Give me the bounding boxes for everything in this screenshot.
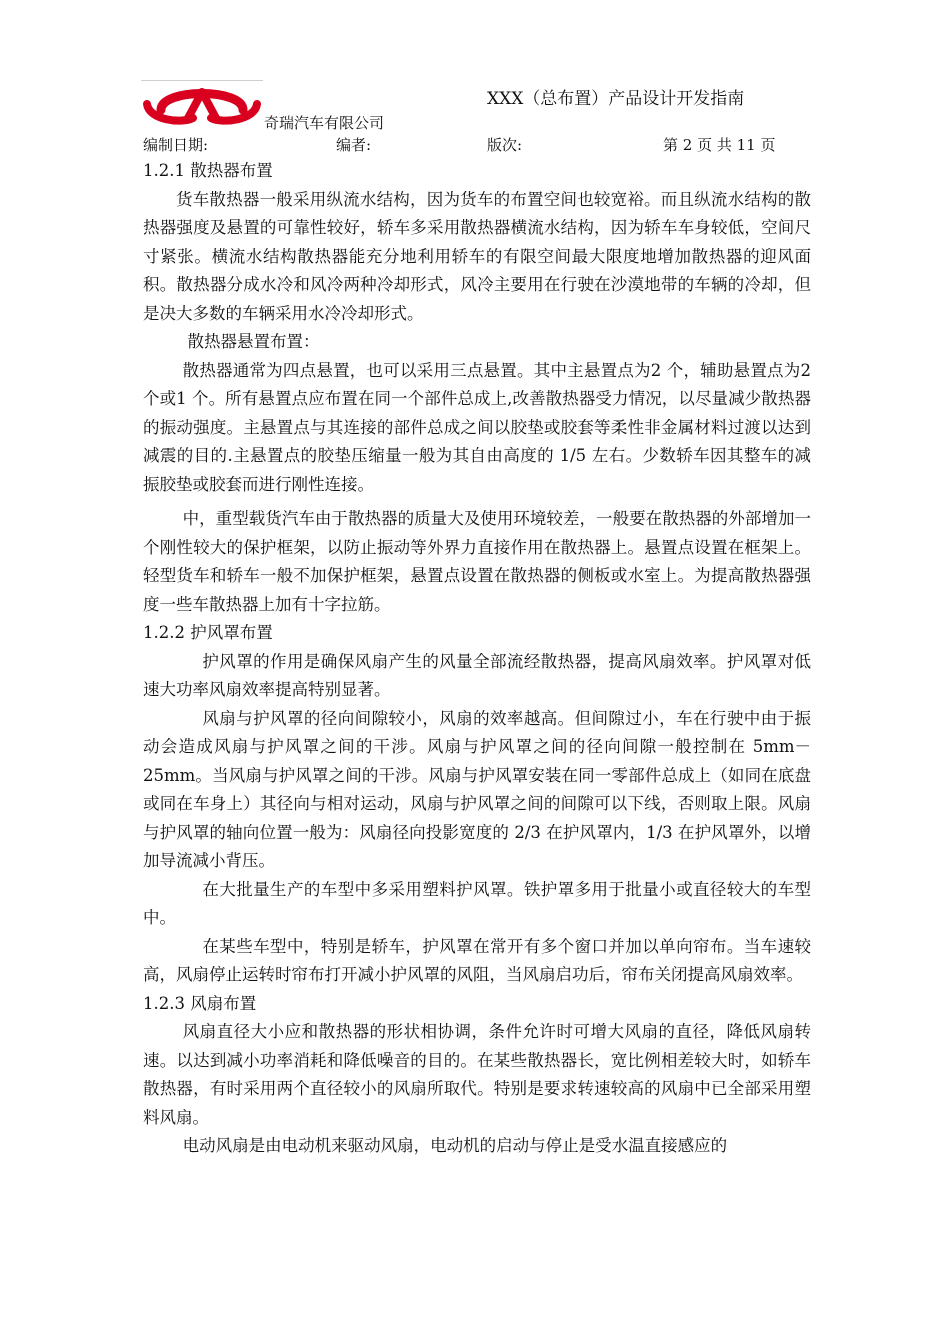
section-heading: 1.2.2 护风罩布置: [143, 623, 273, 642]
paragraph: 散热器通常为四点悬置，也可以采用三点悬置。其中主悬置点为2 个，辅助悬置点为2 个或1 个。所有悬置点应布置在同一个部件总成上,改善散热器受力情况，以尽量减少散热器的振动强度。主悬置点与其连接的部件总成之间以胶垫或胶套等柔性非金属材料过渡以达到减震的目的.主悬置点的胶垫压缩量一般为其自由高度的 1/5 左右。少数轿车因其整车的减振胶垫或胶套而进行刚性连接。: [143, 360, 811, 494]
date-label: 编制日期:: [143, 136, 209, 154]
company-logo: [141, 80, 263, 126]
paragraph: 护风罩的作用是确保风扇产生的风量全部流经散热器，提高风扇效率。护风罩对低速大功率风扇效率提高特别显著。: [143, 651, 811, 699]
paragraph: 中，重型载货汽车由于散热器的质量大及使用环境较差，一般要在散热器的外部增加一个刚性较大的保护框架，以防止振动等外界力直接作用在散热器上。悬置点设置在框架上。轻型货车和轿车一般不加保护框架，悬置点设置在散热器的侧板或水室上。为提高散热器强度一些车散热器上加有十字拉筋。: [143, 509, 811, 614]
company-name: 奇瑞汽车有限公司: [264, 114, 385, 132]
version-label: 版次:: [487, 136, 523, 154]
document-title: XXX（总布置）产品设计开发指南: [487, 89, 745, 109]
paragraph: 货车散热器一般采用纵流水结构，因为货车的布置空间也较宽裕。而且纵流水结构的散热器强度及悬置的可靠性较好，轿车多采用散热器横流水结构，因为轿车车身较低，空间尺寸紧张。横流水结构散热器能充分地利用轿车的有限空间最大限度地增加散热器的迎风面积。散热器分成水冷和风冷两种冷却形式，风冷主要用在行驶在沙漠地带的车辆的冷却，但是决大多数的车辆采用水冷冷却形式。: [143, 189, 811, 323]
paragraph: 风扇直径大小应和散热器的形状相协调，条件允许时可增大风扇的直径，降低风扇转速。以达到减小功率消耗和降低噪音的目的。在某些散热器长，宽比例相差较大时，如轿车散热器，有时采用两个直径较小的风扇所取代。特别是要求转速较高的风扇中已全部采用塑料风扇。: [143, 1022, 811, 1127]
paragraph: 电动风扇是由电动机来驱动风扇，电动机的启动与停止是受水温直接感应的: [182, 1136, 728, 1155]
section-heading: 1.2.1 散热器布置: [143, 161, 273, 180]
document-body: [143, 157, 811, 1161]
editor-label: 编者:: [336, 136, 372, 154]
paragraph: 在大批量生产的车型中多采用塑料护风罩。铁护罩多用于批量小或直径较大的车型中。: [143, 879, 811, 927]
chery-logo-icon: [141, 80, 263, 126]
section-heading: 1.2.3 风扇布置: [143, 993, 257, 1013]
paragraph: 在某些车型中，特别是轿车，护风罩在常开有多个窗口并加以单向帘布。当车速较高，风扇停止运转时帘布打开减小护风罩的风阻，当风扇启功后，帘布关闭提高风扇效率。: [143, 936, 811, 984]
paragraph: 风扇与护风罩的径向间隙较小，风扇的效率越高。但间隙过小，车在行驶中由于振动会造成风扇与护风罩之间的干涉。风扇与护风罩之间的径向间隙一般控制在 5mm－25mm。当风扇与护风罩之间的干涉。风扇与护风罩安装在同一零部件总成上（如同在底盘或同在车身上）其径向与相对运动，风扇与护风罩之间的间隙可以下线，否则取上限。风扇与护风罩的轴向位置一般为：风扇径向投影宽度的 2/3 在护风罩内，1/3 在护风罩外，以增加导流减小背压。: [143, 708, 811, 870]
page-info: 第 2 页 共 11 页: [663, 136, 776, 154]
paragraph: 散热器悬置布置：: [187, 332, 320, 351]
